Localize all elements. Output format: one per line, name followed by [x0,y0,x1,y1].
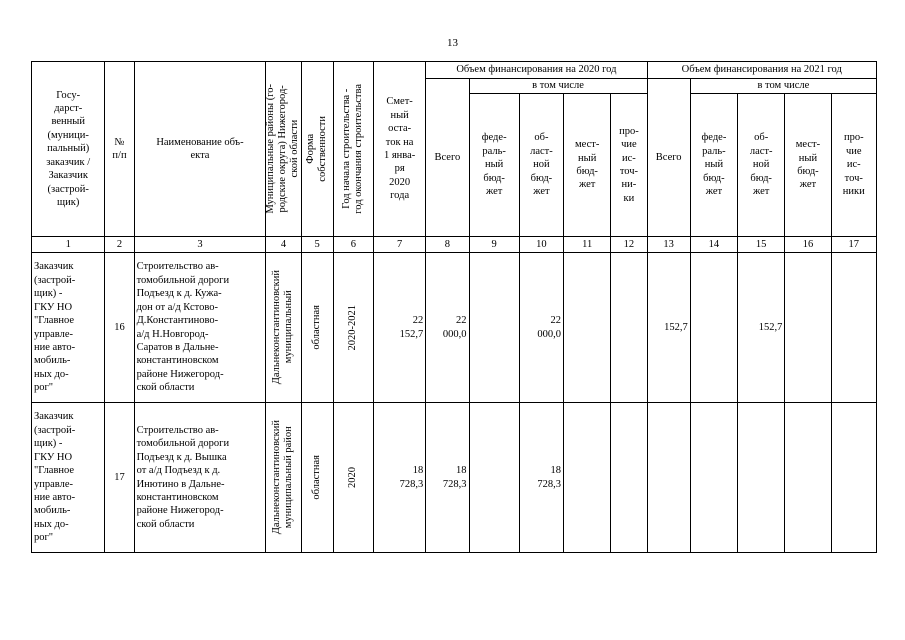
row-other-2020 [611,403,647,553]
row-regional-2021 [738,403,785,553]
header-districts [266,62,301,237]
header-years [333,62,373,237]
col-num-15: 15 [738,237,785,253]
header-total-2021: Всего [647,79,690,237]
row-total-2021 [647,403,690,553]
row-other-2021 [831,253,876,403]
header-fin-2021: Объем финансирования на 2021 год [647,62,876,79]
row-total-2020: 18 728,3 [426,403,469,553]
row-estimate: 18 728,3 [373,403,425,553]
row-ownership-text: областная [311,455,323,500]
col-num-16: 16 [785,237,831,253]
row-estimate: 22 152,7 [373,253,425,403]
table-row [32,403,877,553]
row-district-text: Дальнеконстантиновский муниципальный [271,270,295,385]
row-ownership [301,253,333,403]
row-local-2020 [564,253,611,403]
header-other-2021: про- чие ис- точ- ники [831,94,876,237]
row-other-2021 [831,403,876,553]
row-district-text: Дальнеконстантиновский муниципальный район [271,420,295,535]
col-num-8: 8 [426,237,469,253]
row-customer: Заказчик (застрой- щик) - ГКУ НО "Главное управле- ние авто- мобиль- ных до- рог" [32,253,105,403]
header-customer: Госу- дарст- венный (муници- пальный) заказчик / Заказчик (застрой- щик) [32,62,105,237]
financing-table [31,61,877,553]
page-number: 13 [447,37,458,49]
header-total-2020: Всего [426,79,469,237]
col-num-2: 2 [105,237,134,253]
table-row [32,253,877,403]
col-num-12: 12 [611,237,647,253]
row-object-name: Строительство ав- томобильной дороги Подъезд к д. Вышка от а/д Подъезд к д. Инютино в Дальне- константиновском районе Нижегород- ской области [134,403,266,553]
col-num-14: 14 [690,237,737,253]
header-estimate: Смет- ный оста- ток на 1 янва- ря 2020 года [373,62,425,237]
row-regional-2020: 22 000,0 [519,253,563,403]
header-other-2020: про- чие ис- точ- ни- ки [611,94,647,237]
row-num: 17 [105,403,134,553]
row-other-2020 [611,253,647,403]
header-ownership-text: Форма собственности [305,116,329,182]
header-fin-2020: Объем финансирования на 2020 год [426,62,647,79]
header-federal-2021: феде- раль- ный бюд- жет [690,94,737,237]
col-num-13: 13 [647,237,690,253]
row-federal-2021 [690,253,737,403]
row-district [266,253,301,403]
row-ownership-text: областная [311,305,323,350]
col-num-6: 6 [333,237,373,253]
row-regional-2021: 152,7 [738,253,785,403]
row-federal-2021 [690,403,737,553]
header-regional-2021: об- ласт- ной бюд- жет [738,94,785,237]
header-object-name: Наименование объ- екта [134,62,266,237]
col-num-3: 3 [134,237,266,253]
row-years-text: 2020 [347,467,359,488]
header-years-text: Год начала строительства - год окончания строительства [341,84,365,214]
row-years [333,403,373,553]
header-federal-2020: феде- раль- ный бюд- жет [469,94,519,237]
header-including-2021: в том числе [690,79,876,94]
header-local-2021: мест- ный бюд- жет [785,94,831,237]
col-num-1: 1 [32,237,105,253]
row-num: 16 [105,253,134,403]
row-local-2021 [785,253,831,403]
row-ownership [301,403,333,553]
col-num-9: 9 [469,237,519,253]
row-object-name: Строительство ав- томобильной дороги Подъезд к д. Кужа- дон от а/д Кстово- Д.Константиново- а/д Н.Новгород- Саратов в Дальне- константиновском районе Нижегород- ской области [134,253,266,403]
col-num-17: 17 [831,237,876,253]
row-customer: Заказчик (застрой- щик) - ГКУ НО "Главное управле- ние авто- мобиль- ных до- рог" [32,403,105,553]
row-federal-2020 [469,253,519,403]
header-local-2020: мест- ный бюд- жет [564,94,611,237]
row-total-2020: 22 000,0 [426,253,469,403]
row-years-text: 2020-2021 [347,304,359,351]
row-district [266,403,301,553]
row-total-2021: 152,7 [647,253,690,403]
col-num-4: 4 [266,237,301,253]
row-local-2020 [564,403,611,553]
header-regional-2020: об- ласт- ной бюд- жет [519,94,563,237]
row-federal-2020 [469,403,519,553]
header-ownership [301,62,333,237]
col-num-5: 5 [301,237,333,253]
row-regional-2020: 18 728,3 [519,403,563,553]
col-num-10: 10 [519,237,563,253]
row-local-2021 [785,403,831,553]
header-including-2020: в том числе [469,79,647,94]
header-num: № п/п [105,62,134,237]
header-districts-text: Муниципальные районы (го- родские округа) Нижегород- ской области [265,84,301,214]
column-number-row [32,237,877,253]
row-years [333,253,373,403]
col-num-11: 11 [564,237,611,253]
col-num-7: 7 [373,237,425,253]
